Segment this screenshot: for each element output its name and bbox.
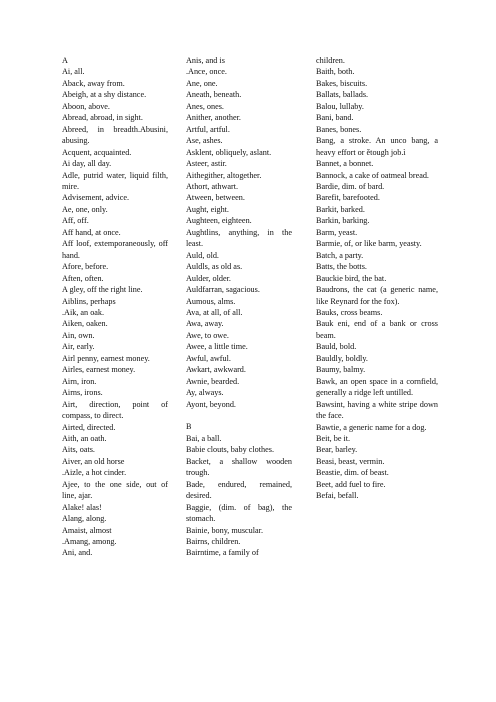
glossary-entry: Balou, lullaby. [316, 101, 364, 111]
glossary-entry: Awe, to owe. [186, 330, 229, 340]
glossary-entry: Aiblins, perhaps [62, 296, 116, 306]
glossary-entry: Barkit, barked. [316, 204, 365, 214]
column-2 [186, 55, 292, 559]
glossary-entry: Awee, a little time. [186, 342, 248, 352]
glossary-entry: Beet, add fuel to fire. [316, 479, 386, 489]
glossary-entry: Ane, one. [186, 78, 218, 88]
glossary-entry: Bakes, biscuits. [316, 78, 368, 88]
glossary-entry: Batts, the botts. [316, 262, 367, 272]
glossary-entry: Barm, yeast. [316, 227, 358, 237]
glossary-entry: Airles, earnest money. [62, 365, 136, 375]
glossary-entry: Aught, eight. [186, 204, 229, 214]
glossary-entry: Athort, athwart. [186, 181, 239, 191]
glossary-entry: Auldfarran, sagacious. [186, 285, 260, 295]
glossary-entry: Aughteen, eighteen. [186, 216, 252, 226]
glossary-entry: Ayont, beyond. [186, 399, 236, 409]
glossary-entry: Ain, own. [62, 330, 95, 340]
glossary-entry: Bannet, a bonnet. [316, 159, 374, 169]
glossary-entry: Baudrons, the cat (a generic name, like Reynard for the fox). [316, 285, 438, 306]
glossary-entry: Adle, putrid water, liquid filth, mire. [62, 170, 168, 191]
glossary-entry: Aith, an oath. [62, 433, 107, 443]
glossary-entry: Bairntime, a family of [186, 548, 259, 558]
glossary-entry: Baith, both. [316, 67, 355, 77]
glossary-entry: Bairns, children. [186, 537, 241, 547]
glossary-entry: Artful, artful. [186, 124, 230, 134]
glossary-entry: Barmie, of, or like barm, yeasty. [316, 239, 422, 249]
glossary-entry: Afore, before. [62, 262, 109, 272]
glossary-entry: Anes, ones. [186, 101, 224, 111]
glossary-entry: .Ance, once. [186, 67, 227, 77]
glossary-entry: Beit, be it. [316, 433, 351, 443]
glossary-entry: Ai, all. [62, 67, 85, 77]
glossary-entry: Bade, endured, remained, desired. [186, 479, 292, 501]
glossary-entry: Airt, direction, point of compass, to direct. [62, 399, 168, 421]
glossary-entry: Ase, ashes. [186, 136, 223, 146]
glossary-entry: .Amang, among. [62, 537, 117, 547]
column-3 [316, 55, 438, 502]
glossary-entry: A gley, off the right line. [62, 285, 143, 295]
glossary-entry: Asteer, astir. [186, 159, 227, 169]
glossary-entry: Aits, oats. [62, 445, 95, 455]
glossary-entry: Alang, along. [62, 514, 107, 524]
glossary-entry: Aulder, older. [186, 273, 231, 283]
glossary-entry: Barefit, barefooted. [316, 193, 380, 203]
glossary-entry: Abread, abroad, in sight. [62, 113, 143, 123]
glossary-entry: Bai, a ball. [186, 433, 222, 443]
glossary-entry: Awkart, awkward. [186, 365, 246, 375]
glossary-entry: Acquent, acquainted. [62, 147, 132, 157]
glossary-entry: Asklent, obliquely, aslant. [186, 147, 272, 157]
glossary-entry: Auldls, as old as. [186, 262, 243, 272]
glossary-entry: Aff hand, at once. [62, 227, 121, 237]
glossary-entry: Aboon, above. [62, 101, 110, 111]
glossary-entry: Aiken, oaken. [62, 319, 108, 329]
glossary-entry: Babie clouts, baby clothes. [186, 445, 274, 455]
glossary-entry: children. [316, 56, 345, 65]
glossary-entry: Abreed, in breadth.Abusini, abusing. [62, 124, 168, 146]
glossary-entry: Bauldly, boldly. [316, 353, 368, 363]
glossary-entry: Airl penny, earnest money. [62, 353, 150, 363]
glossary-entry: Air, early. [62, 342, 95, 352]
glossary-entry: Bawk, an open space in a cornfield, generally a ridge left untilled. [316, 376, 438, 398]
glossary-entry: Anither, another. [186, 113, 241, 123]
glossary-entry: Bauckie bird, the bat. [316, 273, 387, 283]
glossary-entry: Bawsint, having a white stripe down the face. [316, 399, 438, 421]
glossary-entry: Ajee, to the one side, out of line, ajar. [62, 479, 168, 501]
glossary-entry: Ani, and. [62, 548, 93, 558]
glossary-entry: Awa, away. [186, 319, 224, 329]
glossary-entry: .Aizle, a hot cinder. [62, 468, 127, 478]
glossary-entry: Banes, bones. [316, 124, 362, 134]
glossary-entry: .Aik, an oak. [62, 307, 105, 317]
glossary-entry: Aithegither, altogether. [186, 170, 262, 180]
glossary-entry: Airn, iron. [62, 376, 97, 386]
glossary-entry: Ay, always. [186, 388, 224, 398]
glossary-entry: Barkin, barking. [316, 216, 370, 226]
glossary-entry: A [62, 56, 68, 65]
glossary-entry: Advisement, advice. [62, 193, 130, 203]
glossary-entry: Awful, awful. [186, 353, 231, 363]
glossary-entry: Airns, irons. [62, 388, 103, 398]
glossary-entry: Atween, between. [186, 193, 245, 203]
glossary-entry: Bang, a stroke. An unco bang, a heavy effort or ětough job.ì [316, 136, 438, 157]
glossary-entry: Alake! alas! [62, 502, 102, 512]
glossary-entry: Aff loof, extemporaneously, off hand. [62, 239, 168, 260]
glossary-entry: Bauld, bold. [316, 342, 357, 352]
glossary-entry: Ae, one, only. [62, 204, 108, 214]
glossary-entry: Bardie, dim. of bard. [316, 181, 385, 191]
glossary-entry: Batch, a party. [316, 250, 364, 260]
glossary-entry: Bawtie, a generic name for a dog. [316, 422, 427, 432]
glossary-entry: Baumy, balmy. [316, 365, 366, 375]
glossary-entry: Beasi, beast, vermin. [316, 456, 385, 466]
glossary-entry: Aneath, beneath. [186, 90, 242, 100]
glossary-entry: Ballats, ballads. [316, 90, 369, 100]
glossary-entry: Awnie, bearded. [186, 376, 240, 386]
glossary-entry: Bainie, bony, muscular. [186, 525, 264, 535]
column-1 [62, 55, 168, 559]
glossary-entry: B [186, 422, 192, 432]
glossary-entry: Aback, away from. [62, 78, 125, 88]
glossary-entry: Abeigh, at a shy distance. [62, 90, 147, 100]
glossary-entry: Ava, at all, of all. [186, 307, 243, 317]
glossary-entry: Aiver, an old horse [62, 456, 125, 466]
glossary-entry: Backet, a shallow wooden trough. [186, 456, 292, 478]
glossary-entry: Baggie, (dim. of bag), the stomach. [186, 502, 292, 524]
glossary-entry: Bauk eni, end of a bank or cross beam. [316, 319, 438, 340]
glossary-entry: Bauks, cross beams. [316, 307, 383, 317]
glossary-entry: Aff, off. [62, 216, 89, 226]
glossary-entry: Ai day, all day. [62, 159, 112, 169]
glossary-entry: Bear, barley. [316, 445, 358, 455]
blank-line [186, 410, 292, 421]
glossary-entry: Aumous, alms. [186, 296, 236, 306]
glossary-entry: Airted, directed. [62, 422, 116, 432]
glossary-entry: Auld, old. [186, 250, 219, 260]
glossary-entry: Amaist, almost [62, 525, 112, 535]
glossary-entry: Bannock, a cake of oatmeal bread. [316, 170, 429, 180]
glossary-entry: Aften, often. [62, 273, 104, 283]
glossary-entry: Beastie, dim. of beast. [316, 468, 389, 478]
glossary-entry: Bani, band. [316, 113, 354, 123]
glossary-entry: Befai, befall. [316, 491, 359, 501]
glossary-entry: Anis, and is [186, 56, 225, 65]
glossary-entry: Aughtlins, anything, in the least. [186, 227, 292, 249]
